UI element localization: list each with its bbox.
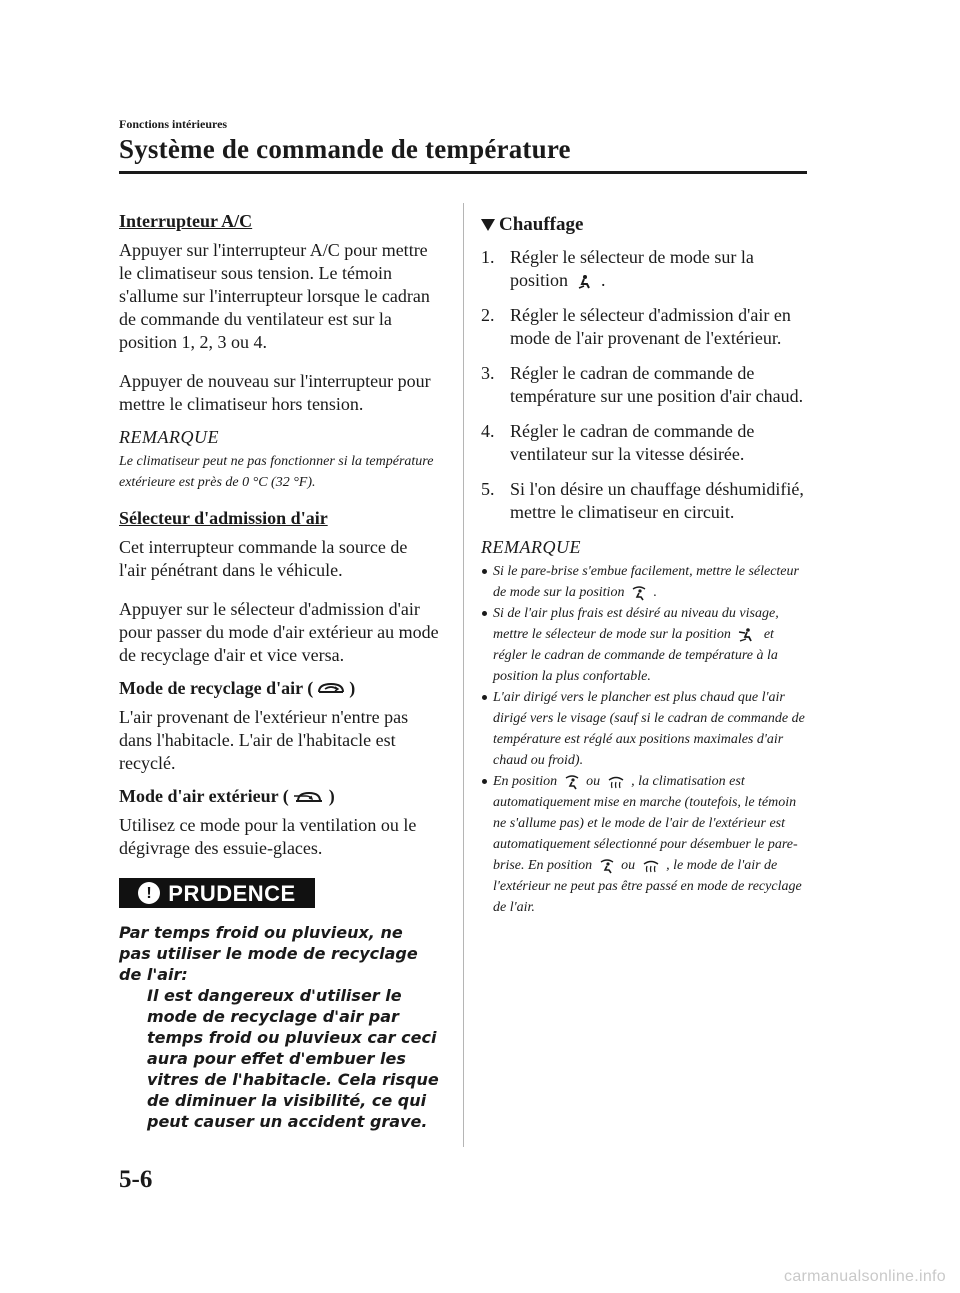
step-number: 2. bbox=[481, 305, 495, 325]
caution-label: PRUDENCE bbox=[168, 880, 296, 906]
page-number: 5-6 bbox=[119, 1166, 153, 1193]
step-item bbox=[481, 304, 811, 350]
heating-steps bbox=[481, 246, 811, 524]
right-column bbox=[481, 213, 811, 918]
left-column bbox=[119, 210, 439, 1132]
warning-icon: ! bbox=[138, 882, 160, 904]
outside-air-icon bbox=[292, 789, 326, 805]
outside-air-heading-close: ) bbox=[328, 786, 335, 806]
bi-level-mode-icon bbox=[737, 627, 757, 643]
ac-paragraph-1: Appuyer sur l'interrupteur A/C pour mettre le climatiseur sous tension. Le témoin s'allume sur l'interrupteur lorsque le cadran de commande du ventilateur est sur la position 1, 2, 3 ou 4. bbox=[119, 240, 430, 352]
caution-body: Il est dangereux d'utiliser le mode de recyclage d'air par temps froid ou pluvieux car ceci aura pour effet d'embuer les vitres de l'habitacle. Cela risque de diminuer la visibilité, ce qui peut causer un accident grave. bbox=[147, 986, 439, 1131]
step-item bbox=[481, 420, 811, 466]
step-text: Régler le cadran de commande de température sur une position d'air chaud. bbox=[510, 363, 804, 406]
note-text: L'air dirigé vers le plancher est plus chaud que l'air dirigé vers le visage (sauf si le cadran de commande de température est réglé aux positions maximales d'air chaud ou froid). bbox=[493, 690, 805, 768]
step-number: 3. bbox=[481, 363, 495, 383]
step-text: Régler le cadran de commande de ventilateur sur la vitesse désirée. bbox=[510, 421, 755, 464]
ac-paragraph-2: Appuyer de nouveau sur l'interrupteur pour mettre le climatiseur hors tension. bbox=[119, 371, 431, 414]
step-item bbox=[481, 246, 811, 292]
intake-selector-heading: Sélecteur d'admission d'air bbox=[119, 508, 328, 528]
step-number: 1. bbox=[481, 247, 495, 267]
step-item bbox=[481, 478, 811, 524]
step-number: 4. bbox=[481, 421, 495, 441]
note-heading: REMARQUE bbox=[119, 427, 219, 447]
step-item bbox=[481, 362, 811, 408]
note-text: En position ou , la climatisation est automatiquement mise en marche (toutefois, le témoin ne s'allume pas) et le mode de l'air de l'extérieur est automatiquement sélectionné pour désembuer le pare-brise. En position ou , le mode de l'air de l'extérieur ne peut pas être passé en mode de recyclage de l'air. bbox=[493, 774, 802, 915]
floor-defrost-mode-icon bbox=[631, 585, 647, 601]
note-text: Si le pare-brise s'embue facilement, mettre le sélecteur de mode sur la position . bbox=[493, 564, 799, 600]
outside-air-text: Utilisez ce mode pour la ventilation ou le dégivrage des essuie-glaces. bbox=[119, 815, 417, 858]
heating-notes bbox=[481, 561, 811, 918]
step-text: Régler le sélecteur de mode sur la position . bbox=[510, 247, 754, 290]
section-label: Fonctions intérieures bbox=[119, 117, 228, 131]
recirculation-text: L'air provenant de l'extérieur n'entre pas dans l'habitacle. L'air de l'habitacle est recyclé. bbox=[119, 707, 409, 773]
caution-lead: Par temps froid ou pluvieux, ne pas utiliser le mode de recyclage de l'air: bbox=[119, 923, 418, 984]
note-heading: REMARQUE bbox=[481, 537, 581, 557]
bullet bbox=[481, 687, 493, 771]
recirculation-mode-heading bbox=[119, 677, 439, 700]
step-text: Si l'on désire un chauffage déshumidifié, mettre le climatiseur en circuit. bbox=[510, 479, 804, 522]
bullet bbox=[481, 771, 493, 918]
recirculation-heading-text: Mode de recyclage d'air ( bbox=[119, 678, 314, 698]
triangle-marker-icon bbox=[481, 219, 495, 231]
note-text: Si de l'air plus frais est désiré au niveau du visage, mettre le sélecteur de mode sur la position et régler le cadran de commande de température à la position la plus confortable. bbox=[493, 606, 779, 684]
title-rule bbox=[119, 171, 807, 174]
ac-switch-heading: Interrupteur A/C bbox=[119, 211, 253, 231]
note-item bbox=[481, 603, 811, 687]
recirculation-heading-close: ) bbox=[349, 678, 356, 698]
floor-defrost-mode-icon bbox=[564, 774, 580, 790]
intake-paragraph-1: Cet interrupteur commande la source de l'air pénétrant dans le véhicule. bbox=[119, 537, 408, 580]
page-title: Système de commande de température bbox=[119, 134, 571, 164]
step-number: 5. bbox=[481, 479, 495, 499]
defrost-mode-icon bbox=[607, 774, 625, 790]
floor-mode-icon bbox=[576, 274, 594, 290]
intake-paragraph-2: Appuyer sur le sélecteur d'admission d'air pour passer du mode d'air extérieur au mode de recyclage d'air et vice versa. bbox=[119, 599, 439, 665]
recirculation-icon bbox=[316, 681, 346, 697]
floor-defrost-mode-icon bbox=[599, 858, 615, 874]
note-item bbox=[481, 771, 811, 918]
watermark: carmanualsonline.info bbox=[784, 1268, 946, 1285]
note-item bbox=[481, 687, 811, 771]
note-text: Le climatiseur peut ne pas fonctionner si la température extérieure est près de 0 °C (32 °F). bbox=[119, 454, 434, 490]
caution-badge bbox=[119, 878, 315, 908]
step-text: Régler le sélecteur d'admission d'air en mode de l'air provenant de l'extérieur. bbox=[510, 305, 791, 348]
defrost-mode-icon bbox=[642, 858, 660, 874]
outside-air-heading-text: Mode d'air extérieur ( bbox=[119, 786, 289, 806]
bullet bbox=[481, 603, 493, 687]
bullet bbox=[481, 561, 493, 603]
note-item bbox=[481, 561, 811, 603]
heating-heading bbox=[481, 213, 811, 236]
outside-air-mode-heading bbox=[119, 785, 439, 808]
heating-heading-text: Chauffage bbox=[499, 214, 584, 235]
column-divider bbox=[463, 203, 464, 1147]
